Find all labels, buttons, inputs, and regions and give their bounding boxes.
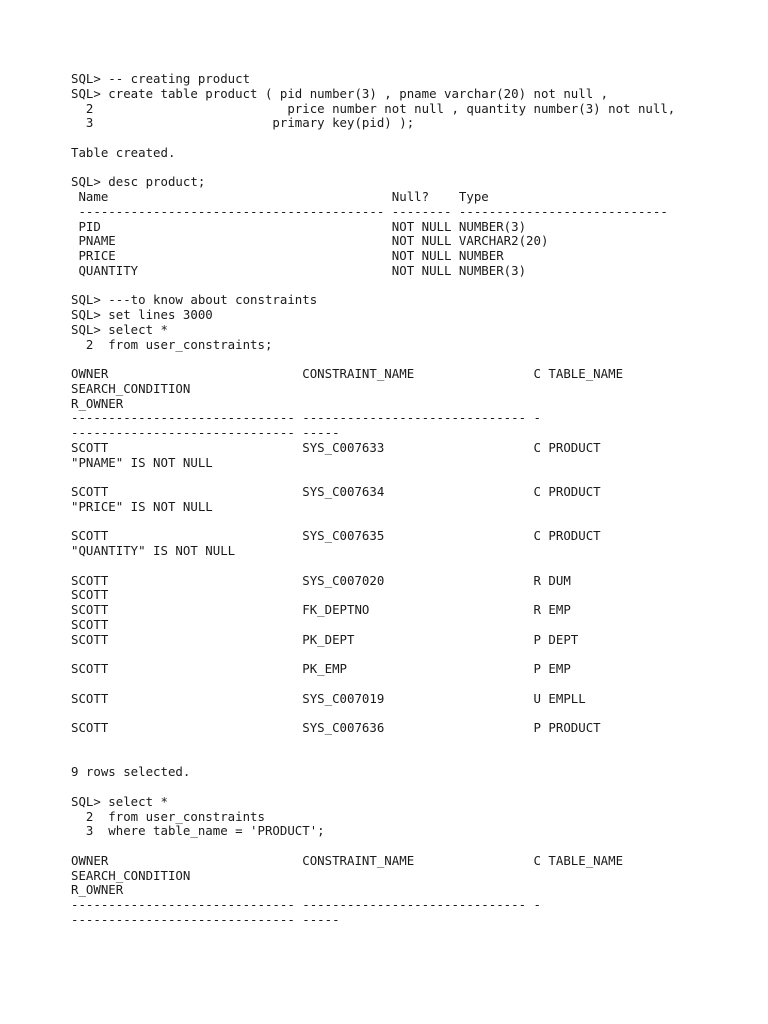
transcript-line: SCOTT <box>71 616 109 632</box>
transcript-line: SCOTT FK_DEPTNO R EMP <box>71 602 571 617</box>
transcript-line: SQL> desc product; <box>71 174 206 190</box>
transcript-line: "PNAME" IS NOT NULL <box>71 454 213 470</box>
transcript-line: QUANTITY NOT NULL NUMBER(3) <box>71 262 527 278</box>
transcript-line: ------------------------------ ----- <box>71 911 340 927</box>
transcript-line <box>71 515 761 530</box>
transcript-line: SEARCH_CONDITION <box>71 380 191 396</box>
transcript-line <box>71 736 761 751</box>
transcript-line: PID NOT NULL NUMBER(3) <box>71 218 527 234</box>
transcript-line: 3 primary key(pid) ); <box>71 115 415 131</box>
transcript-line: ----------------------------------------- -------- ---------------------------- <box>71 203 668 219</box>
transcript-line: SCOTT SYS_C007019 U EMPLL <box>71 690 586 706</box>
transcript-line: PNAME NOT NULL VARCHAR2(20) <box>71 233 549 249</box>
transcript-line: ------------------------------ ------------------------------ - <box>71 897 541 912</box>
transcript-line <box>71 780 761 795</box>
transcript-line: SQL> select * <box>71 793 168 809</box>
transcript-line: SCOTT SYS_C007633 C PRODUCT <box>71 439 601 455</box>
transcript-line: R_OWNER <box>71 395 124 411</box>
transcript-line <box>71 161 761 176</box>
transcript-line: SCOTT SYS_C007634 C PRODUCT <box>71 484 601 499</box>
transcript-line <box>71 751 761 766</box>
transcript-line: OWNER CONSTRAINT_NAME C TABLE_NAME <box>71 852 624 868</box>
transcript-line: 9 rows selected. <box>71 764 191 780</box>
transcript-line: Table created. <box>71 144 176 160</box>
transcript-line: SCOTT PK_DEPT P DEPT <box>71 631 579 647</box>
transcript-line <box>71 647 761 662</box>
transcript-line: SCOTT SYS_C007020 R DUM <box>71 572 571 588</box>
transcript-line: SCOTT SYS_C007635 C PRODUCT <box>71 528 601 544</box>
transcript-line: 2 from user_constraints; <box>71 336 273 352</box>
transcript-line: 3 where table_name = 'PRODUCT'; <box>71 823 325 839</box>
transcript-line: SCOTT <box>71 587 109 603</box>
transcript-line: Name Null? Type <box>71 189 489 204</box>
transcript-line: 2 price number not null , quantity number(3) not null, <box>71 100 676 116</box>
transcript-line <box>71 559 761 574</box>
transcript-line <box>71 131 761 146</box>
transcript-line: "QUANTITY" IS NOT NULL <box>71 543 236 558</box>
transcript-line: OWNER CONSTRAINT_NAME C TABLE_NAME <box>71 366 624 381</box>
transcript-line: 2 from user_constraints <box>71 808 265 824</box>
transcript-line: SQL> set lines 3000 <box>71 307 213 322</box>
transcript-line <box>71 677 761 692</box>
transcript-line: ------------------------------ ------------------------------ - <box>71 410 541 426</box>
transcript-line: ------------------------------ ----- <box>71 425 340 440</box>
transcript-line <box>71 706 761 721</box>
transcript-line: SCOTT PK_EMP P EMP <box>71 661 571 676</box>
transcript-line: SQL> create table product ( pid number(3) , pname varchar(20) not null , <box>71 85 609 101</box>
transcript-line: SCOTT SYS_C007636 P PRODUCT <box>71 720 601 735</box>
transcript-line: SEARCH_CONDITION <box>71 867 191 883</box>
transcript-line: SQL> ---to know about constraints <box>71 292 318 308</box>
transcript-line: SQL> -- creating product <box>71 71 251 86</box>
transcript-line <box>71 352 761 367</box>
transcript-line: PRICE NOT NULL NUMBER <box>71 248 504 263</box>
transcript-line <box>71 839 761 854</box>
transcript-line <box>71 470 761 485</box>
transcript-line: SQL> select * <box>71 321 168 337</box>
transcript-line: R_OWNER <box>71 882 124 898</box>
sql-session-transcript <box>71 72 761 928</box>
transcript-line: "PRICE" IS NOT NULL <box>71 498 213 514</box>
transcript-line <box>71 279 761 294</box>
